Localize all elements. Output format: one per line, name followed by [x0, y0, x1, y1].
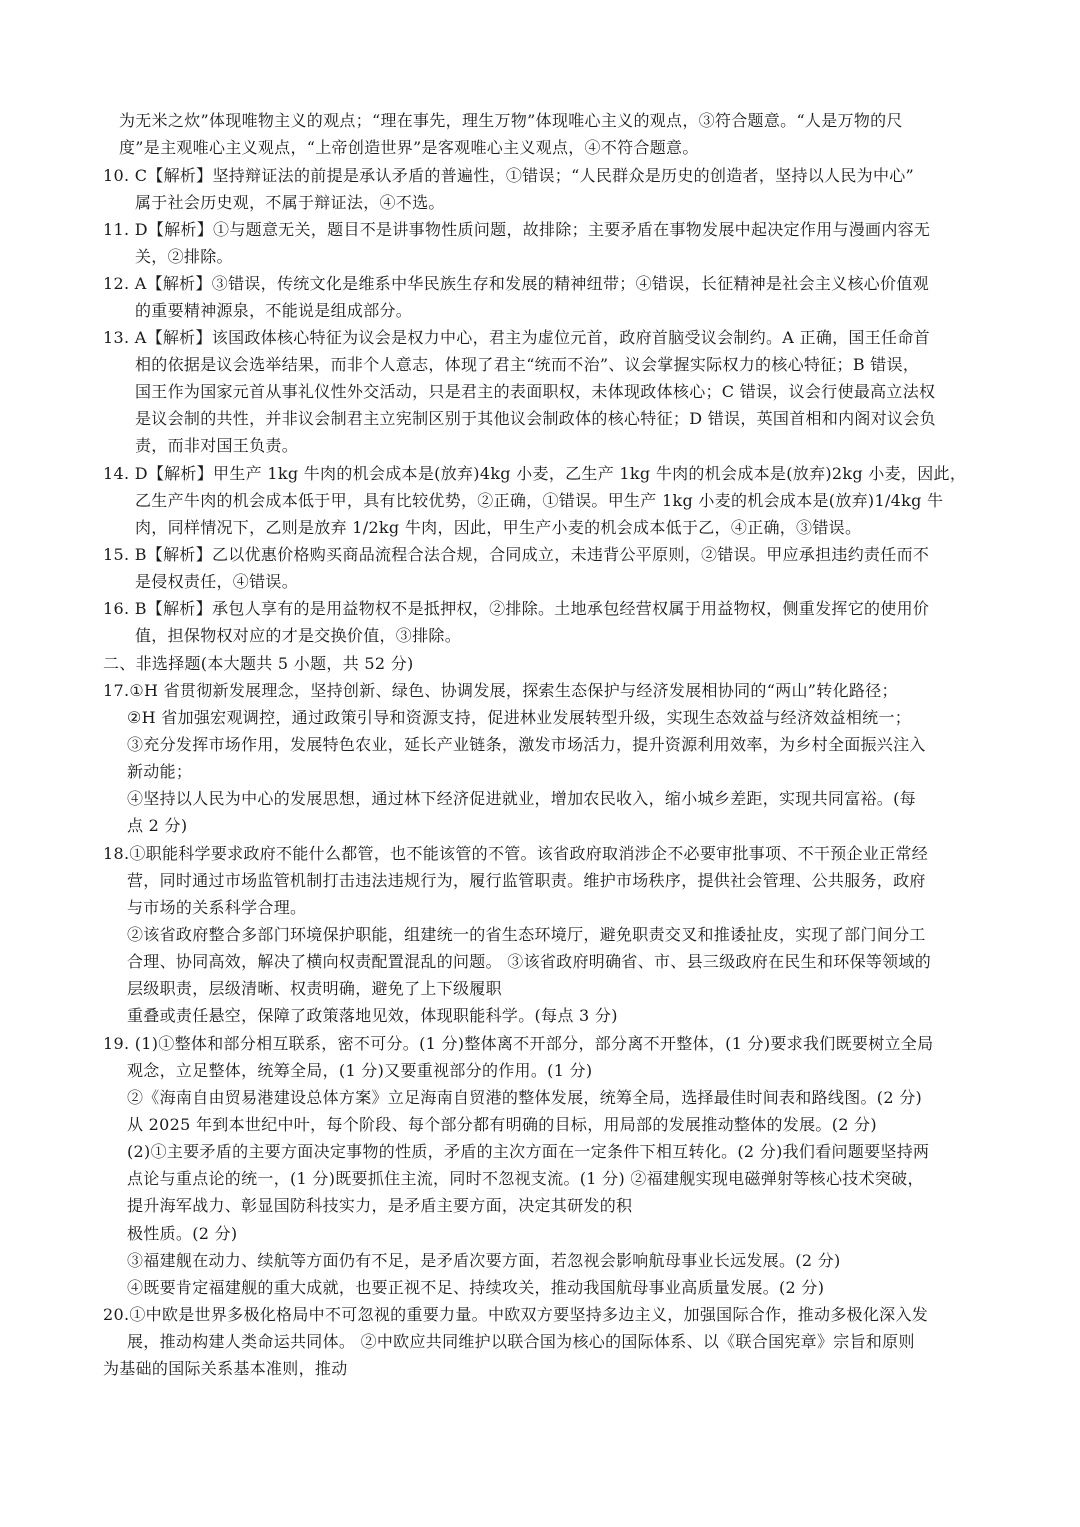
text-line: ②H 省加强宏观调控，通过政策引导和资源支持，促进林业发展转型升级，实现生态效益与经济效益相统一； — [127, 708, 912, 727]
text-line: 20.①中欧是世界多极化格局中不可忽视的重要力量。中欧双方要坚持多边主义，加强国际合作，推动多极化深入发 — [103, 1305, 929, 1324]
text-line: 为无米之炊”体现唯物主义的观点；“理在事先，理生万物”体现唯心主义的观点，③符合题意。“人是万物的尺 — [119, 111, 903, 130]
text-line: 相的依据是议会选举结果，而非个人意志，体现了君主“统而不治”、议会掌握实际权力的核心特征；B 错误， — [135, 355, 920, 374]
text-line: 新动能； — [127, 762, 193, 781]
text-line: 营，同时通过市场监管机制打击违法违规行为，履行监管职责。维护市场秩序，提供社会管理、公共服务，政府 — [127, 871, 926, 890]
text-line: 观念，立足整体，统筹全局，(1 分)又要重视部分的作用。(1 分) — [127, 1061, 593, 1080]
text-line: 极性质。(2 分) — [127, 1224, 238, 1243]
text-line: 10. C【解析】坚持辩证法的前提是承认矛盾的普遍性，①错误；“人民群众是历史的创造者，坚持以人民为中心” — [103, 166, 915, 185]
text-line: 提升海军战力、彰显国防科技实力，是矛盾主要方面，决定其研发的积 — [127, 1196, 633, 1215]
text-line: ②《海南自由贸易港建设总体方案》立足海南自贸港的整体发展，统筹全局，选择最佳时间表和路线图。(2 分) — [127, 1088, 923, 1107]
text-line: (2)①主要矛盾的主要方面决定事物的性质，矛盾的主次方面在一定条件下相互转化。(2 分)我们看问题要坚持两 — [127, 1142, 930, 1161]
text-line: 属于社会历史观，不属于辩证法，④不选。 — [135, 193, 445, 212]
text-line: 关，②排除。 — [135, 247, 233, 266]
text-line: 11. D【解析】①与题意无关，题目不是讲事物性质问题，故排除；主要矛盾在事物发展中起决定作用与漫画内容无 — [103, 220, 931, 239]
text-line: 肉，同样情况下，乙则是放弃 1/2kg 牛肉，因此，甲生产小麦的机会成本低于乙，④正确，③错误。 — [135, 518, 862, 537]
text-line: 15. B【解析】乙以优惠价格购买商品流程合法合规，合同成立，未违背公平原则，②错误。甲应承担违约责任而不 — [103, 545, 930, 564]
text-line: 度”是主观唯心主义观点，“上帝创造世界”是客观唯心主义观点，④不符合题意。 — [119, 138, 699, 157]
text-line: 19. (1)①整体和部分相互联系，密不可分。(1 分)整体离不开部分，部分离不开整体，(1 分)要求我们既要树立全局 — [103, 1034, 934, 1053]
text-line: 点论与重点论的统一，(1 分)既要抓住主流，同时不忽视支流。(1 分) ②福建舰实现电磁弹射等核心技术突破， — [127, 1169, 924, 1188]
text-line: 点 2 分) — [127, 816, 188, 835]
text-line: 层级职责，层级清晰、权责明确，避免了上下级履职 — [127, 979, 502, 998]
text-line: 责，而非对国王负责。 — [135, 436, 299, 455]
text-line: 16. B【解析】承包人享有的是用益物权不是抵押权，②排除。土地承包经营权属于用益物权，侧重发挥它的使用价 — [103, 599, 930, 618]
text-line: 值，担保物权对应的才是交换价值，③排除。 — [135, 626, 462, 645]
text-line: 是侵权责任，④错误。 — [135, 572, 299, 591]
text-line: 为基础的国际关系基本准则，推动 — [103, 1359, 348, 1378]
text-line: 17.①H 省贯彻新发展理念，坚持创新、绿色、协调发展，探索生态保护与经济发展相协同的“两山”转化路径； — [103, 681, 898, 700]
text-line: 与市场的关系科学合理。 — [127, 898, 307, 917]
text-line: ③福建舰在动力、续航等方面仍有不足，是矛盾次要方面，若忽视会影响航母事业长远发展。(2 分) — [127, 1251, 841, 1270]
text-line: 合理、协同高效，解决了横向权责配置混乱的问题。 ③该省政府明确省、市、县三级政府在民生和环保等领域的 — [127, 952, 932, 971]
text-line: ③充分发挥市场作用，发展特色农业，延长产业链条，激发市场活力，提升资源利用效率，为乡村全面振兴注入 — [127, 735, 926, 754]
text-line: ④既要肯定福建舰的重大成就，也要正视不足、持续攻关，推动我国航母事业高质量发展。(2 分) — [127, 1278, 825, 1297]
section-heading: 二、非选择题(本大题共 5 小题，共 52 分) — [103, 654, 414, 673]
text-line: 是议会制的共性，并非议会制君主立宪制区别于其他议会制政体的核心特征；D 错误，英国首相和内阁对议会负 — [135, 409, 936, 428]
text-line: ②该省政府整合多部门环境保护职能，组建统一的省生态环境厅，避免职责交叉和推诿扯皮，实现了部门间分工 — [127, 925, 926, 944]
text-line: 13. A【解析】该国政体核心特征为议会是权力中心，君主为虚位元首，政府首脑受议会制约。A 正确，国王任命首 — [103, 328, 930, 347]
text-line: 重叠或责任悬空，保障了政策落地见效，体现职能科学。(每点 3 分) — [127, 1006, 618, 1025]
text-line: 18.①职能科学要求政府不能什么都管，也不能该管的不管。该省政府取消涉企不必要审批事项、不干预企业正常经 — [103, 844, 929, 863]
text-line: 展，推动构建人类命运共同体。 ②中欧应共同维护以联合国为核心的国际体系、以《联合国宪章》宗旨和原则 — [127, 1332, 915, 1351]
text-line: 国王作为国家元首从事礼仪性外交活动，只是君主的表面职权，未体现政体核心；C 错误，议会行使最高立法权 — [135, 382, 936, 401]
text-line: 的重要精神源泉，不能说是组成部分。 — [135, 301, 413, 320]
text-line: 14. D【解析】甲生产 1kg 牛肉的机会成本是(放弃)4kg 小麦，乙生产 1kg 牛肉的机会成本是(放弃)2kg 小麦，因此， — [103, 464, 967, 483]
text-line: 乙生产牛肉的机会成本低于甲，具有比较优势，②正确，①错误。甲生产 1kg 小麦的机会成本是(放弃)1/4kg 牛 — [135, 491, 944, 510]
text-line: 12. A【解析】③错误，传统文化是维系中华民族生存和发展的精神纽带；④错误，长征精神是社会主义核心价值观 — [103, 274, 929, 293]
text-line: ④坚持以人民为中心的发展思想，通过林下经济促进就业，增加农民收入，缩小城乡差距，实现共同富裕。(每 — [127, 789, 916, 808]
text-line: 从 2025 年到本世纪中叶，每个阶段、每个部分都有明确的目标，用局部的发展推动整体的发展。(2 分) — [127, 1115, 877, 1134]
